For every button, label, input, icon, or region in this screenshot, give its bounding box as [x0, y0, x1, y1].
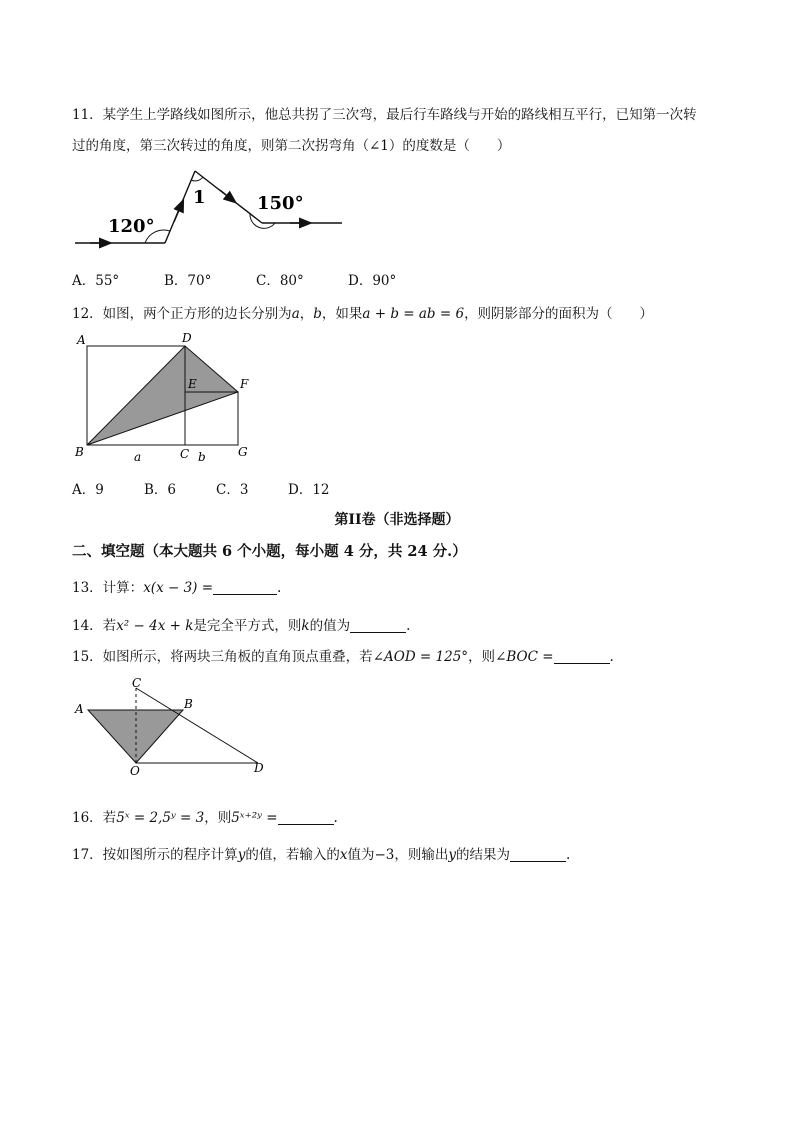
q11-option-b[interactable]: B．70°: [164, 273, 212, 289]
q14-answer-blank[interactable]: [350, 618, 406, 633]
q11-figure: [70, 165, 360, 255]
q15-stem: 15．如图所示，将两块三角板的直角顶点重叠，若∠AOD = 125°，则∠BOC = .: [72, 649, 614, 665]
q13-answer-blank[interactable]: [213, 580, 277, 595]
q12-option-a[interactable]: A．9: [72, 482, 104, 498]
part2-heading: 二、填空题（本大题共 6 个小题，每小题 4 分，共 24 分.）: [72, 543, 467, 560]
q12-options: [72, 478, 330, 498]
label-150: 150°: [257, 193, 304, 214]
q11-option-a[interactable]: A．55°: [72, 273, 120, 289]
label-A: A: [75, 702, 84, 716]
q12-stem: 12．如图，两个正方形的边长分别为a，b，如果a + b = ab = 6，则阴影部分的面积为（ ）: [72, 306, 654, 322]
label-D: D: [182, 331, 192, 345]
label-O: O: [130, 764, 140, 776]
label-B: B: [75, 445, 84, 459]
label-A: A: [77, 333, 86, 347]
label-a: a: [134, 450, 142, 464]
q16-stem: 16．若5ˣ = 2,5ʸ = 3，则5ˣ⁺²ʸ = .: [72, 810, 338, 826]
q13-stem: 13．计算：x(x − 3) = .: [72, 580, 282, 596]
label-D: D: [254, 761, 264, 775]
label-C: C: [132, 676, 142, 690]
q17-stem: 17．按如图所示的程序计算y的值，若输入的x值为−3，则输出y的结果为 .: [72, 847, 571, 863]
q11-option-d[interactable]: D．90°: [348, 273, 397, 289]
label-angle-1: 1: [193, 187, 206, 208]
q17-answer-blank[interactable]: [510, 847, 566, 862]
label-E: E: [188, 377, 197, 391]
label-b: b: [198, 450, 206, 464]
q16-answer-blank[interactable]: [278, 810, 334, 825]
q11-option-c[interactable]: C．80°: [256, 273, 304, 289]
section-title: 第II卷（非选择题）: [334, 512, 460, 528]
q11-line1: 11．某学生上学路线如图所示，他总共拐了三次弯，最后行车路线与开始的路线相互平行，已知第一次转: [72, 107, 697, 123]
q14-stem: 14．若x² − 4x + k是完全平方式，则k的值为 .: [72, 618, 411, 634]
label-F: F: [240, 377, 249, 391]
label-B: B: [184, 697, 193, 711]
label-120: 120°: [108, 216, 155, 237]
q15-answer-blank[interactable]: [554, 649, 610, 664]
q15-figure: [70, 676, 280, 776]
label-G: G: [238, 445, 248, 459]
q12-option-c[interactable]: C．3: [216, 482, 249, 498]
q12-option-b[interactable]: B．6: [144, 482, 177, 498]
shaded-triangle-BDF: [87, 346, 238, 445]
q12-figure: [70, 328, 260, 468]
q12-option-d[interactable]: D．12: [288, 482, 330, 498]
q11-line2: 过的角度，第三次转过的角度，则第二次拐弯角（∠1）的度数是（ ）: [72, 138, 511, 154]
q11-options: [72, 269, 396, 289]
label-C: C: [180, 447, 190, 461]
